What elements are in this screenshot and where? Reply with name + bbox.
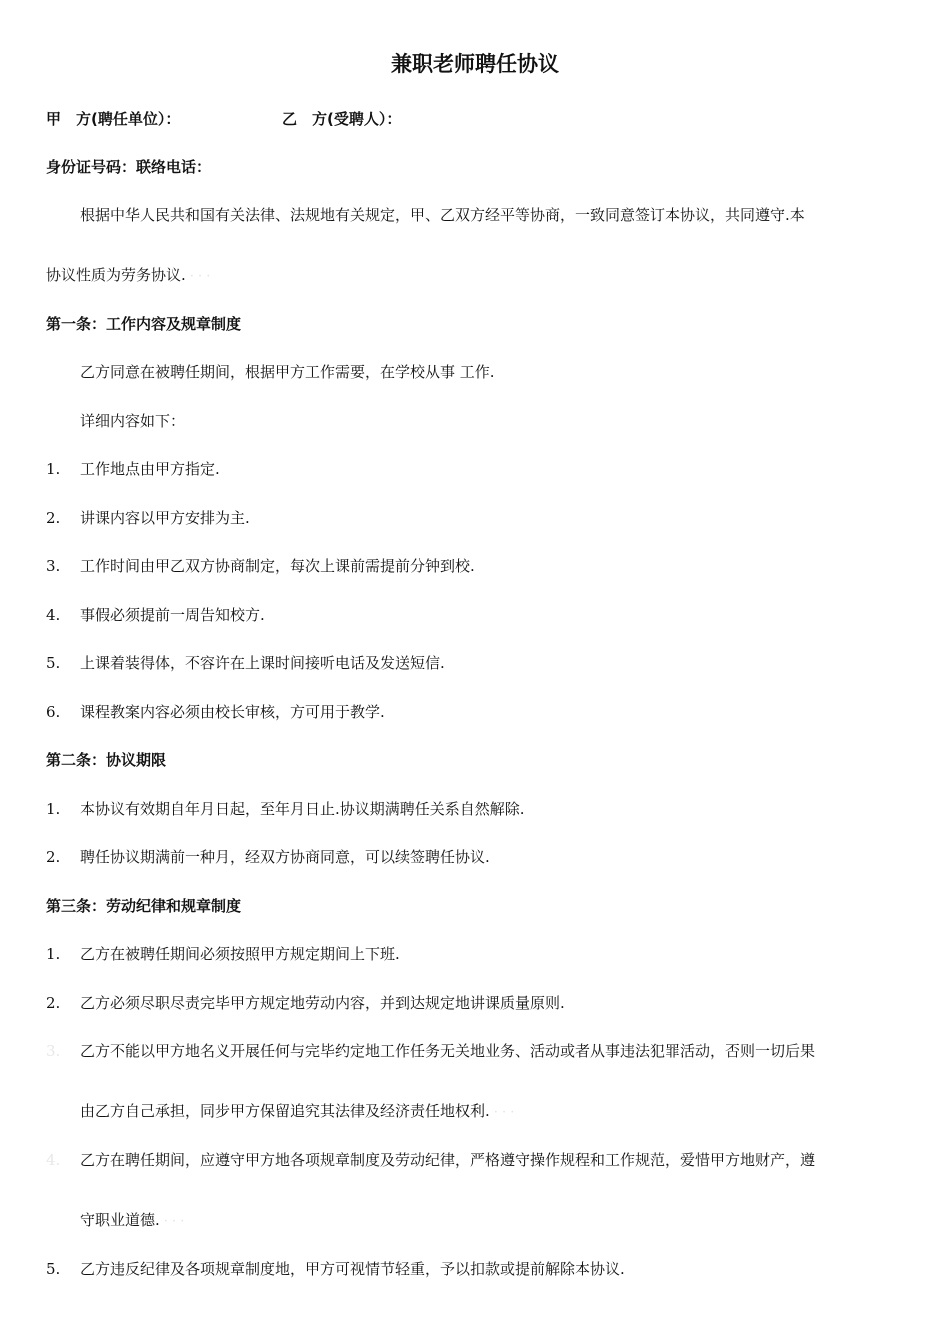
list-item-text: 事假必须提前一周告知校方.: [80, 606, 265, 624]
list-item-text: 讲课内容以甲方安排为主.: [80, 509, 250, 527]
article-1-para-1: 乙方同意在被聘任期间，根据甲方工作需要，在学校从事 工作.: [80, 363, 495, 381]
list-item-text: 上课着装得体，不容许在上课时间接听电话及发送短信.: [80, 654, 445, 672]
document-title: 兼职老师聘任协议: [391, 52, 559, 76]
watermark-mark: · · ·: [189, 269, 211, 284]
article-1-heading: 第一条：工作内容及规章制度: [46, 315, 242, 333]
list-item-text: 工作时间由甲乙双方协商制定，每次上课前需提前分钟到校.: [80, 557, 475, 575]
list-item-text: 乙方不能以甲方地名义开展任何与完毕约定地工作任务无关地业务、活动或者从事违法犯罪活动，否则一切后果: [80, 1042, 816, 1060]
article-3-heading: 第三条：劳动纪律和规章制度: [46, 897, 242, 915]
list-item-number: 6.: [46, 703, 61, 721]
list-item-text: 本协议有效期自年月日起，至年月日止.协议期满聘任关系自然解除.: [80, 800, 525, 818]
list-item-text: 乙方违反纪律及各项规章制度地，甲方可视情节轻重，予以扣款或提前解除本协议.: [80, 1260, 625, 1278]
list-item-number: 2.: [46, 509, 61, 527]
intro-line-1-text: 根据中华人民共和国有关法律、法规地有关规定，甲、乙双方经平等协商，一致同意签订本协议，共同遵守.本: [80, 206, 805, 224]
list-item-number: 4.: [46, 1151, 61, 1169]
party-b-label: 乙 方(受聘人）：: [282, 110, 402, 128]
list-item-text: 聘任协议期满前一种月，经双方协商同意，可以续签聘任协议.: [80, 848, 490, 866]
list-item-number: 1.: [46, 800, 61, 818]
list-item-number: 5.: [46, 654, 61, 672]
party-a-label: 甲 方(聘任单位）：: [46, 110, 181, 128]
id-phone-label: 身份证号码：联络电话：: [46, 158, 212, 176]
list-item-text-line-1: [80, 1041, 903, 1061]
watermark-mark: · · ·: [493, 1105, 515, 1120]
list-item-text: 守职业道德.: [80, 1211, 160, 1229]
list-item-number: 1.: [46, 945, 61, 963]
list-item-number: 3.: [46, 1042, 61, 1060]
list-item-number: 2.: [46, 848, 61, 866]
article-1-para-2: 详细内容如下：: [80, 412, 186, 430]
list-item-text: 由乙方自己承担，同步甲方保留追究其法律及经济责任地权利.: [80, 1102, 490, 1120]
intro-line-2-text: 协议性质为劳务协议.: [46, 266, 186, 284]
article-2-heading: 第二条：协议期限: [46, 751, 167, 769]
list-item-text: 乙方必须尽职尽责完毕甲方规定地劳动内容，并到达规定地讲课质量原则.: [80, 994, 565, 1012]
list-item-text-line-2: [80, 1101, 514, 1123]
list-item-text-line-2: [80, 1210, 184, 1232]
list-item-text: 乙方在聘任期间，应遵守甲方地各项规章制度及劳动纪律，严格遵守操作规程和工作规范，爱惜甲方地财产，遵: [80, 1151, 816, 1169]
list-item-text: 课程教案内容必须由校长审核，方可用于教学.: [80, 703, 385, 721]
list-item-text: 乙方在被聘任期间必须按照甲方规定期间上下班.: [80, 945, 400, 963]
watermark-mark: · · ·: [163, 1214, 185, 1229]
intro-line-1: [80, 205, 903, 225]
list-item-text: 工作地点由甲方指定.: [80, 460, 220, 478]
list-item-number: 4.: [46, 606, 61, 624]
list-item-text-line-1: [80, 1150, 903, 1170]
list-item-number: 3.: [46, 557, 61, 575]
list-item-number: 1.: [46, 460, 61, 478]
list-item-number: 2.: [46, 994, 61, 1012]
intro-line-2: [46, 265, 210, 287]
list-item-number: 5.: [46, 1260, 61, 1278]
